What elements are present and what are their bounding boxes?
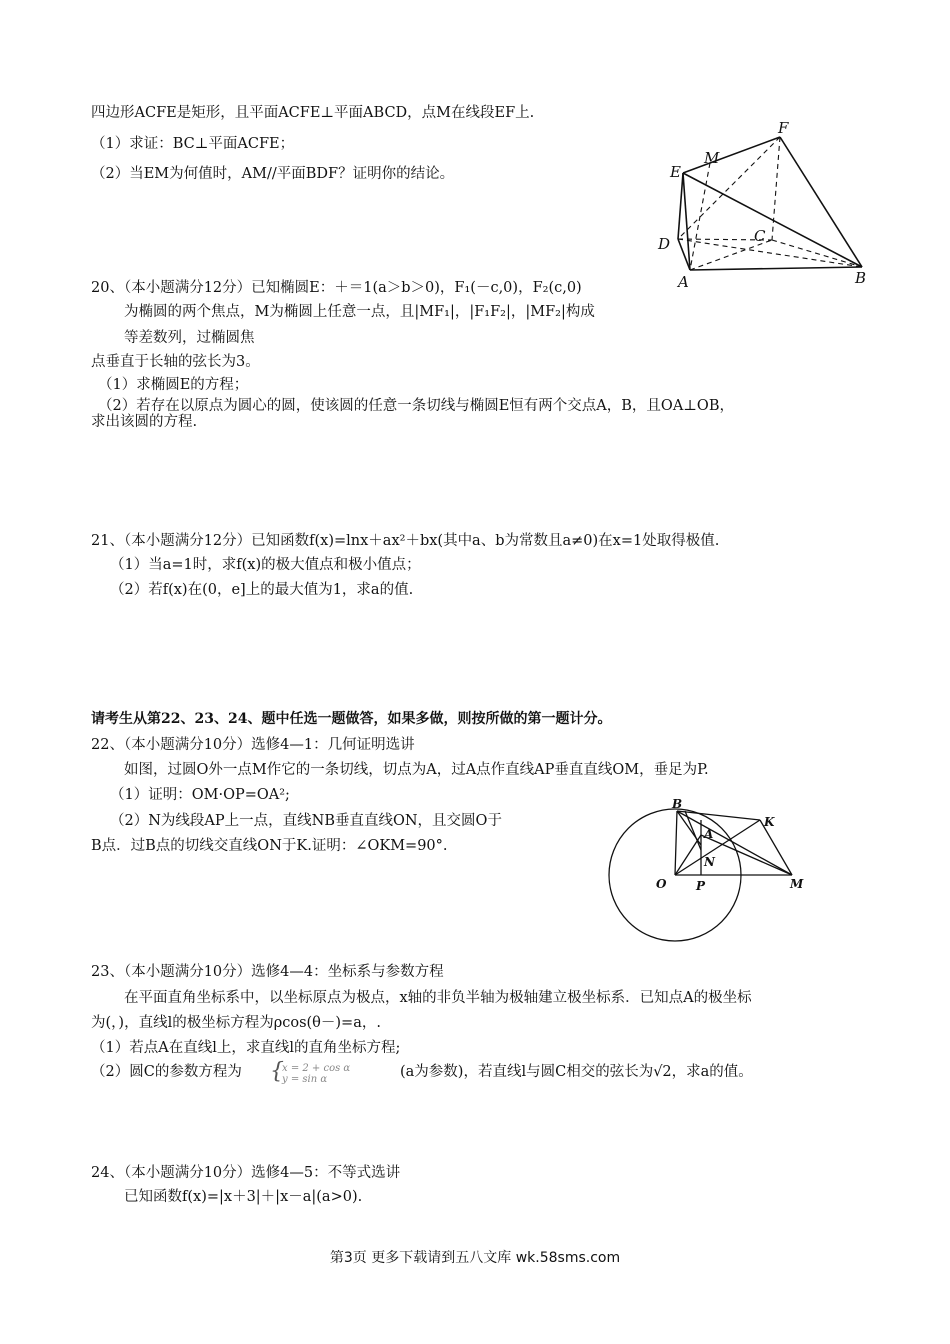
q23-line2: 在平面直角坐标系中，以坐标原点为极点，x轴的非负半轴为极轴建立极坐标系．已知点A的极坐标 [124, 990, 752, 1006]
q20-part2: （2）若存在以原点为圆心的圆，使该圆的任意一条切线与椭圆E恒有两个交点A，B，且OA⊥OB， [98, 398, 734, 414]
edge-EB [683, 173, 862, 267]
q22-part2-cont: B点．过B点的切线交直线ON于K.证明：∠OKM=90°. [91, 838, 448, 854]
edge-FC [772, 137, 780, 240]
q22-part2: （2）N为线段AP上一点，直线NB垂直直线ON，且交圆O于 [110, 813, 502, 829]
label-K: K [764, 815, 775, 829]
circle-tangent-figure [600, 790, 820, 950]
line-BM [677, 811, 792, 875]
q22-line2: 如图，过圆O外一点M作它的一条切线，切点为A，过A点作直线AP垂直直线OM，垂足为P. [124, 762, 709, 778]
label-C: C [754, 227, 766, 245]
q21-part1: （1）当a=1时，求f(x)的极大值点和极小值点； [110, 557, 421, 573]
label-E: E [670, 163, 681, 181]
q20-line2: 为椭圆的两个焦点，M为椭圆上任意一点，且|MF₁|，|F₁F₂|，|MF₂|构成 [124, 304, 595, 320]
label-A: A [704, 827, 714, 841]
q19-intro: 四边形ACFE是矩形，且平面ACFE⊥平面ABCD，点M在线段EF上. [91, 105, 535, 121]
pyramid-figure [650, 115, 880, 295]
edge-EF [683, 137, 780, 173]
q20-line1: 20、（本小题满分12分）已知椭圆E：＋＝1(a＞b＞0)，F₁(－c,0)，F₂(c,0) [91, 280, 582, 296]
label-M: M [790, 877, 804, 891]
label-P: P [696, 879, 706, 893]
label-B: B [672, 797, 683, 811]
q24-line2: 已知函数f(x)=|x＋3|＋|x－a|(a>0). [124, 1189, 363, 1205]
q20-line4: 点垂直于长轴的弦长为3。 [91, 354, 260, 370]
q19-part2: （2）当EM为何值时，AM//平面BDF？证明你的结论。 [91, 166, 455, 182]
q23-part1: （1）若点A在直线l上，求直线l的直角坐标方程; [91, 1040, 401, 1056]
q23-part2-cont: (a为参数)，若直线l与圆C相交的弦长为√2，求a的值。 [400, 1064, 753, 1080]
q22-part1: （1）证明：OM·OP=OA²; [110, 787, 290, 803]
svg-text:y = sin α: y = sin α [282, 1074, 328, 1084]
q22-line1: 22、（本小题满分10分）选修4—1：几何证明选讲 [91, 737, 415, 753]
parametric-equation-image [270, 1058, 398, 1084]
label-N: N [704, 855, 715, 869]
q23-line3: 为(，)，直线l的极坐标方程为ρcos(θ－)=a，. [91, 1015, 381, 1031]
label-O: O [656, 877, 667, 891]
line-NB [685, 811, 701, 850]
q20-line3: 等差数列，过椭圆焦 [124, 330, 255, 346]
line-OK [675, 820, 760, 875]
edge-FB [780, 137, 862, 267]
q23-line1: 23、（本小题满分10分）选修4—4：坐标系与参数方程 [91, 964, 444, 980]
q21-line1: 21、（本小题满分12分）已知函数f(x)=lnx＋ax²＋bx(其中a、b为常数且a≠0)在x=1处取得极值. [91, 533, 720, 549]
label-A: A [678, 273, 689, 291]
q20-part1: （1）求椭圆E的方程； [98, 377, 249, 393]
label-M: M [704, 149, 720, 167]
edge-FD [678, 137, 780, 239]
label-F: F [778, 119, 789, 137]
edge-ED [678, 173, 683, 239]
q21-part2: （2）若f(x)在(0，e]上的最大值为1，求a的值. [110, 582, 414, 598]
edge-AB [690, 267, 862, 270]
q24-line1: 24、（本小题满分10分）选修4—5：不等式选讲 [91, 1165, 401, 1181]
q19-part1: （1）求证：BC⊥平面ACFE； [91, 136, 295, 152]
label-D: D [658, 235, 671, 253]
q23-part2: （2）圆C的参数方程为 [91, 1064, 242, 1080]
label-B: B [855, 269, 867, 287]
q20-part2-cont: 求出该圆的方程. [91, 414, 198, 430]
svg-text:x = 2 + cos α: x = 2 + cos α [282, 1063, 351, 1074]
line-BO [675, 811, 677, 875]
svg-text:{: { [270, 1059, 284, 1084]
page-footer: 第3页 更多下载请到五八文库 wk.58sms.com [329, 1250, 621, 1266]
choice-notice: 请考生从第22、23、24、题中任选一题做答，如果多做，则按所做的第一题计分。 [91, 711, 612, 727]
